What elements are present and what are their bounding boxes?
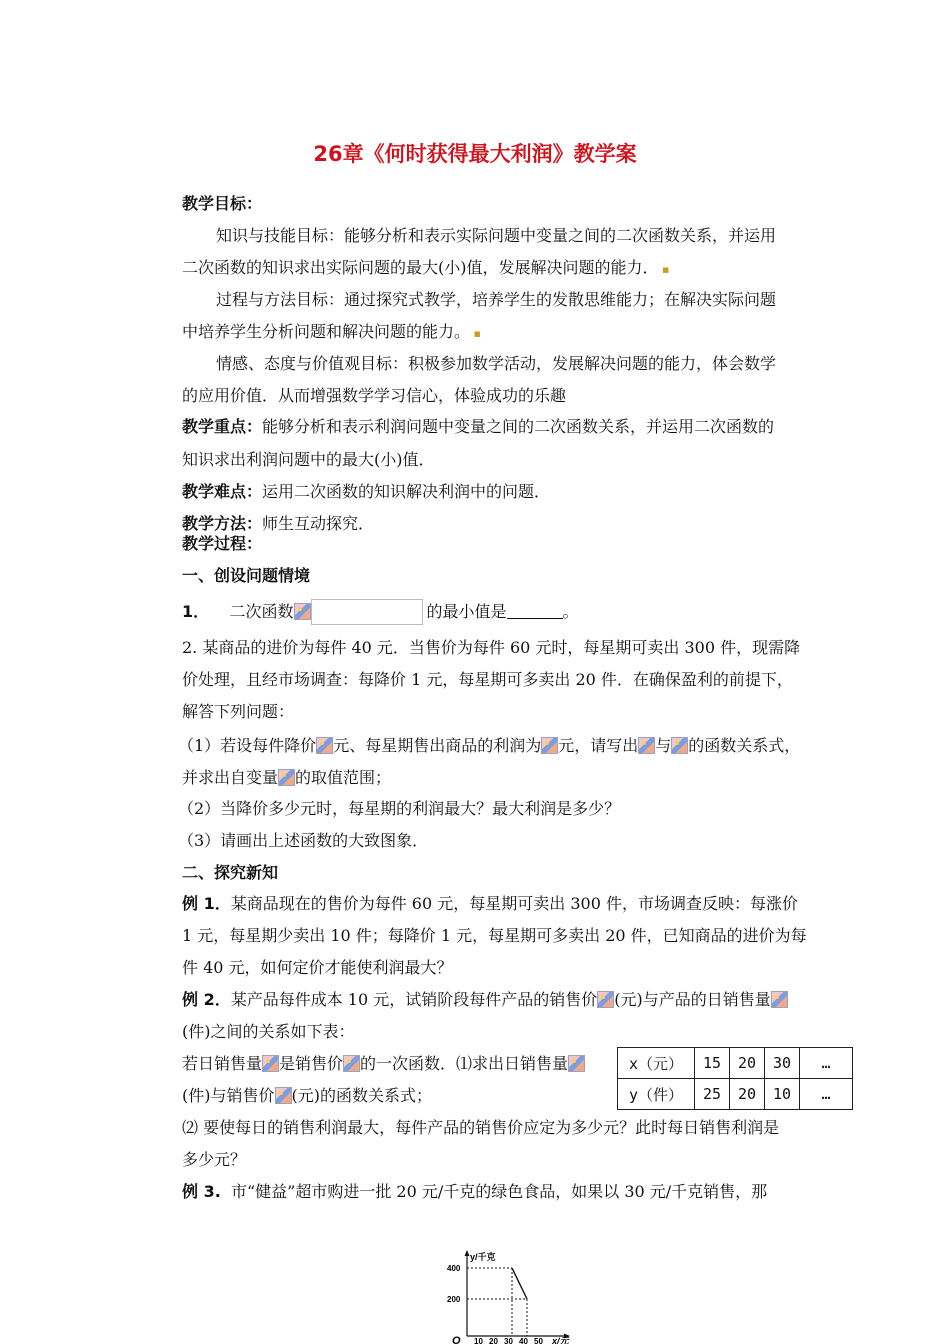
table-cell: 30 <box>765 1048 800 1079</box>
example-2-line-3: 若日销售量 是销售价 的一次函数．⑴求出日销售量 <box>182 1053 585 1075</box>
table-cell: 10 <box>765 1079 800 1110</box>
process-heading: 教学过程： <box>182 534 263 553</box>
formula-box <box>311 599 423 625</box>
process-goal-line-1: 过程与方法目标：通过探究式教学，培养学生的发散思维能力；在解决实际问题 <box>216 290 777 309</box>
question-2-line-3: 解答下列问题： <box>182 702 295 721</box>
x-tick-label: 40 <box>519 1337 528 1344</box>
variable-x-icon <box>316 737 333 754</box>
variable-x-icon <box>597 991 614 1008</box>
y-tick-label: 400 <box>447 1264 461 1273</box>
variable-x-icon <box>671 737 688 754</box>
table-cell: … <box>800 1048 853 1079</box>
table-cell: 20 <box>730 1048 765 1079</box>
question-2-line-2: 价处理，且经市场调查：每降价 1 元，每星期可多卖出 20 件．在确保盈利的前提下， <box>182 670 793 689</box>
knowledge-goal-line-1: 知识与技能目标：能够分析和表示实际问题中变量之间的二次函数关系，并运用 <box>216 226 777 245</box>
sub-question-1-line-1: （1）若设每件降价 元、每星期售出商品的利润为 元，请写出 与 的函数关系式， <box>178 736 801 755</box>
table-cell: x（元） <box>618 1048 695 1079</box>
example-1-line-2: 1 元，每星期少卖出 10 件；每降价 1 元，每星期可多卖出 20 件，已知商品的进价为每 <box>182 926 807 945</box>
example-3-line-1: 例 3. 市“健益”超市购进一批 20 元/千克的绿色食品，如果以 30 元/千克销售，那 <box>182 1182 768 1201</box>
variable-x-icon <box>278 769 295 786</box>
x-axis-label: x/元 <box>552 1336 569 1344</box>
example-2-line-4: (件)与销售价 (元)的函数关系式； <box>182 1086 432 1105</box>
variable-y-icon <box>541 737 558 754</box>
knowledge-goal-line-2: 二次函数的知识求出实际问题的最大(小)值，发展解决问题的能力． ▪ <box>182 258 670 277</box>
formula-image-icon <box>294 603 311 620</box>
table-cell: 25 <box>695 1079 730 1110</box>
y-axis-arrow-icon <box>465 1250 470 1256</box>
variable-y-icon <box>638 737 655 754</box>
section-2-heading: 二、探究新知 <box>182 863 279 882</box>
price-sales-table <box>617 1047 853 1110</box>
table-row <box>618 1048 853 1079</box>
answer-blank <box>507 604 563 619</box>
difficulty-line: 教学难点：运用二次函数的知识解决利润中的问题． <box>182 482 551 501</box>
x-tick-label: 30 <box>504 1337 513 1344</box>
objectives-heading: 教学目标： <box>182 194 263 213</box>
sub-question-2: （2）当降价多少元时，每星期的利润最大？最大利润是多少？ <box>178 799 621 818</box>
sub-question-3: （3）请画出上述函数的大致图象． <box>178 831 429 850</box>
origin-label: O <box>452 1335 461 1344</box>
emotion-goal-line-1: 情感、态度与价值观目标：积极参加数学活动，发展解决问题的能力，体会数学 <box>216 354 777 373</box>
section-1-heading: 一、创设问题情境 <box>182 566 311 585</box>
table-cell: … <box>800 1079 853 1110</box>
y-axis-label: y/千克 <box>470 1252 496 1262</box>
emotion-goal-line-2: 的应用价值．从而增强数学学习信心，体验成功的乐趣 <box>182 386 567 405</box>
example-2-line-1: 例 2．某产品每件成本 10 元，试销阶段每件产品的销售价 (元)与产品的日销售量 <box>182 989 788 1011</box>
y-tick-label: 200 <box>447 1295 461 1304</box>
question-2-line-1: 2. 某商品的进价为每件 40 元．当售价为每件 60 元时，每星期可卖出 300 件，现需降 <box>182 638 801 657</box>
page-title: 26章《何时获得最大利润》教学案 <box>313 142 637 166</box>
example-2-line-6: 多少元？ <box>182 1150 247 1169</box>
x-tick-label: 50 <box>534 1337 543 1344</box>
example-1-line-1: 例 1．某商品现在的售价为每件 60 元，每星期可卖出 300 件，市场调查反映：每涨价 <box>182 894 798 913</box>
method-line: 教学方法：师生互动探究． <box>182 514 375 533</box>
x-tick-label: 20 <box>489 1337 498 1344</box>
graph-line <box>512 1268 527 1299</box>
table-cell: 20 <box>730 1079 765 1110</box>
question-1: 1． 二次函数 的最小值是 。 <box>182 599 579 625</box>
key-point-line-2: 知识求出利润问题中的最大(小)值． <box>182 450 435 469</box>
variable-y-icon <box>262 1055 279 1072</box>
key-point-line-1: 教学重点：能够分析和表示利润问题中变量之间的二次函数关系，并运用二次函数的 <box>182 417 775 436</box>
sub-question-1-line-2: 并求出自变量 的取值范围； <box>182 768 392 787</box>
x-tick-label: 10 <box>474 1337 483 1344</box>
process-goal-line-2: 中培养学生分析问题和解决问题的能力。 ▪ <box>182 322 481 341</box>
variable-y-icon <box>568 1055 585 1072</box>
variable-y-icon <box>771 991 788 1008</box>
variable-x-icon <box>343 1055 360 1072</box>
table-row <box>618 1079 853 1110</box>
example-2-line-5: ⑵ 要使每日的销售利润最大，每件产品的销售价应定为多少元？此时每日销售利润是 <box>182 1118 780 1137</box>
table-cell: y（件） <box>618 1079 695 1110</box>
example-1-line-3: 件 40 元，如何定价才能使利润最大？ <box>182 958 453 977</box>
example-2-line-2: (件)之间的关系如下表： <box>182 1022 355 1041</box>
table-cell: 15 <box>695 1048 730 1079</box>
variable-x-icon <box>275 1087 292 1104</box>
sales-graph <box>440 1246 580 1344</box>
